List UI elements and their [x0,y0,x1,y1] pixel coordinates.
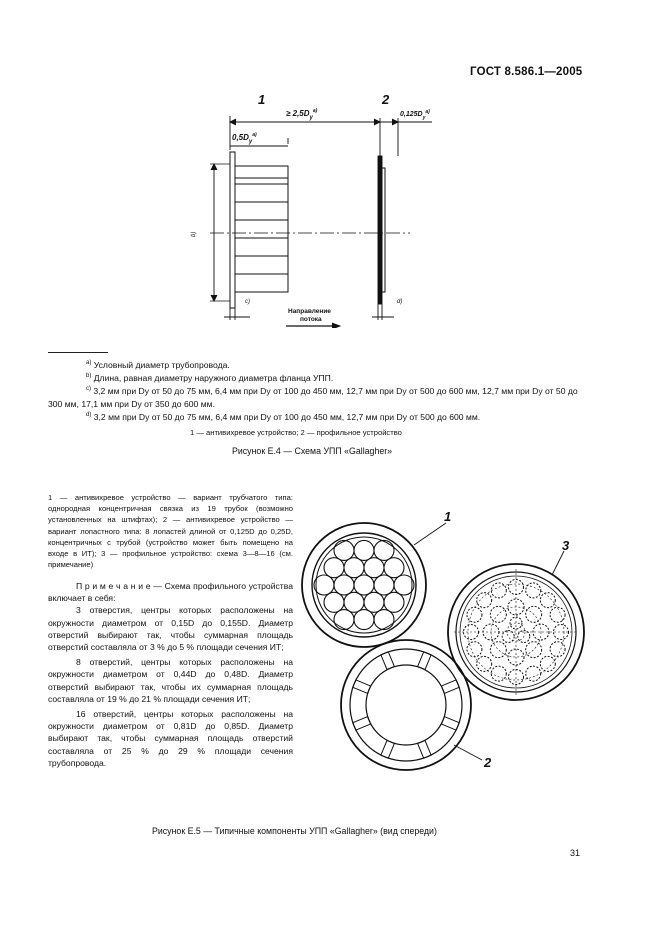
mark-c: c) [245,299,250,305]
standard-number: ГОСТ 8.586.1—2005 [470,66,583,78]
tube [334,610,354,630]
tube [354,575,374,595]
tube [364,558,384,578]
vane [381,740,395,758]
vane [353,680,371,694]
figure-e5-description: 1 — антивихревое устройство — вариант трубчатого типа: однородная концентричная связка из 19 трубок (возможно установленных на штифтах); 2 — антивихревое устройство — вариант лопастного типа: 8 лопастей длиной от 0,125D до 0,25D, концентричных с трубой (устройство может быть помещено на входе в ИТ); 3 — профильное устройство: схема 3—8—16 (см. примечание) [48,493,293,570]
tube [364,592,384,612]
dim-inner-label: $0,5D_y^{a)}$ [232,132,257,145]
label-2: 2 [382,92,390,107]
hole-outer [491,666,506,681]
hole-outer [540,656,555,671]
flow-direction-line2: потока [300,316,322,323]
tube [384,558,404,578]
figure-e5-note [48,580,293,769]
figure-e4-caption: Рисунок Е.4 — Схема УПП «Gallagher» [232,446,393,456]
vane [441,717,459,731]
tube [354,610,374,630]
footnote-d: $^{d)}$ 3,2 мм при Dy от 50 до 75 мм, 6,4 мм при Dy от 100 до 450 мм, 12,7 мм при Dy от 500 до 600 мм. [86,411,481,422]
tube [374,610,394,630]
tube [324,558,344,578]
figure-e5-caption: Рисунок Е.5 — Типичные компоненты УПП «Gallagher» (вид спереди) [152,826,437,836]
tube [394,575,414,595]
vane [418,652,432,670]
tube [324,592,344,612]
hole-outer [550,607,565,622]
note-heading: П р и м е ч а н и е — Схема профильного устройства включает в себя: [48,581,293,604]
hole-outer [540,593,555,608]
hole-outer [491,583,506,598]
vane [381,652,395,670]
hole-outer [467,607,482,622]
vane [418,740,432,758]
hole-middle [490,642,506,658]
hole-outer [477,656,492,671]
figure-e4-drawing [180,88,440,328]
e5-label-3: 3 [562,538,570,553]
mark-d: d) [397,299,403,305]
e5-label-2: 2 [484,755,492,770]
label-1: 1 [258,92,266,107]
tube [384,592,404,612]
tube [374,575,394,595]
tube [374,540,394,560]
note-paragraph-3: 16 отверстий, центры которых расположены на окружности диаметром от 0,81D до 0,85D. Диаметр выбирают так, чтобы суммарная площадь отверстий составляла от 25 % до 29 % площади сечения трубопровода. [48,709,293,768]
footnote-c: $^{c)}$ 3,2 мм при Dy от 50 до 75 мм, 6,4 мм при Dy от 100 до 450 мм, 12,7 мм при Dy от 500 до 600 мм, 12,7 мм при Dy от 50 до 300 мм, 17,1 мм при Dy от 350 до 600 мм. [48,385,578,409]
tube [314,575,334,595]
figure-e4-legend: 1 — антивихревое устройство; 2 — профильное устройство [190,428,402,437]
e5-label-1: 1 [444,509,452,524]
hole-outer [526,666,541,681]
hole-inner [502,631,514,643]
tube [344,592,364,612]
flow-direction-line1: Направление [288,308,331,315]
vane [353,717,371,731]
hole-outer [526,583,541,598]
tube [354,540,374,560]
hole-middle [526,642,542,658]
vane [441,680,459,694]
hole-outer [467,642,482,657]
tube [334,540,354,560]
mark-b: b) [191,231,197,237]
hole-outer [550,642,565,657]
figure-e5-drawing [296,505,596,780]
hole-outer [477,593,492,608]
tube [344,558,364,578]
page-number: 31 [570,848,581,858]
dim-right-label: $0,125D_y^{a)}$ [400,109,430,121]
note-paragraph-2: 8 отверстий, центры которых расположены на окружности диаметром от 0,44D до 0,48D. Диаметр отверстий выбирают так, чтобы их суммарная площадь составляла от 19 % до 21 % площади сечения ИТ; [48,657,293,704]
tube [334,575,354,595]
dim-top-label: ≥ $2,5D_y^{a)}$ [286,108,318,121]
footnote-rule [48,352,108,353]
note-paragraph-1: 3 отверстия, центры которых расположены на окружности диаметром от 0,15D до 0,155D. Диаметр отверстий выбирают так, чтобы суммарная площадь отверстий составляла от 3 % до 5 % площади сечения ИТ; [48,605,293,653]
footnote-b: $^{b)}$ Длина, равная диаметру наружного диаметра фланца УПП. [86,372,334,383]
footnote-a: $^{a)}$ Условный диаметр трубопровода. [86,359,230,370]
